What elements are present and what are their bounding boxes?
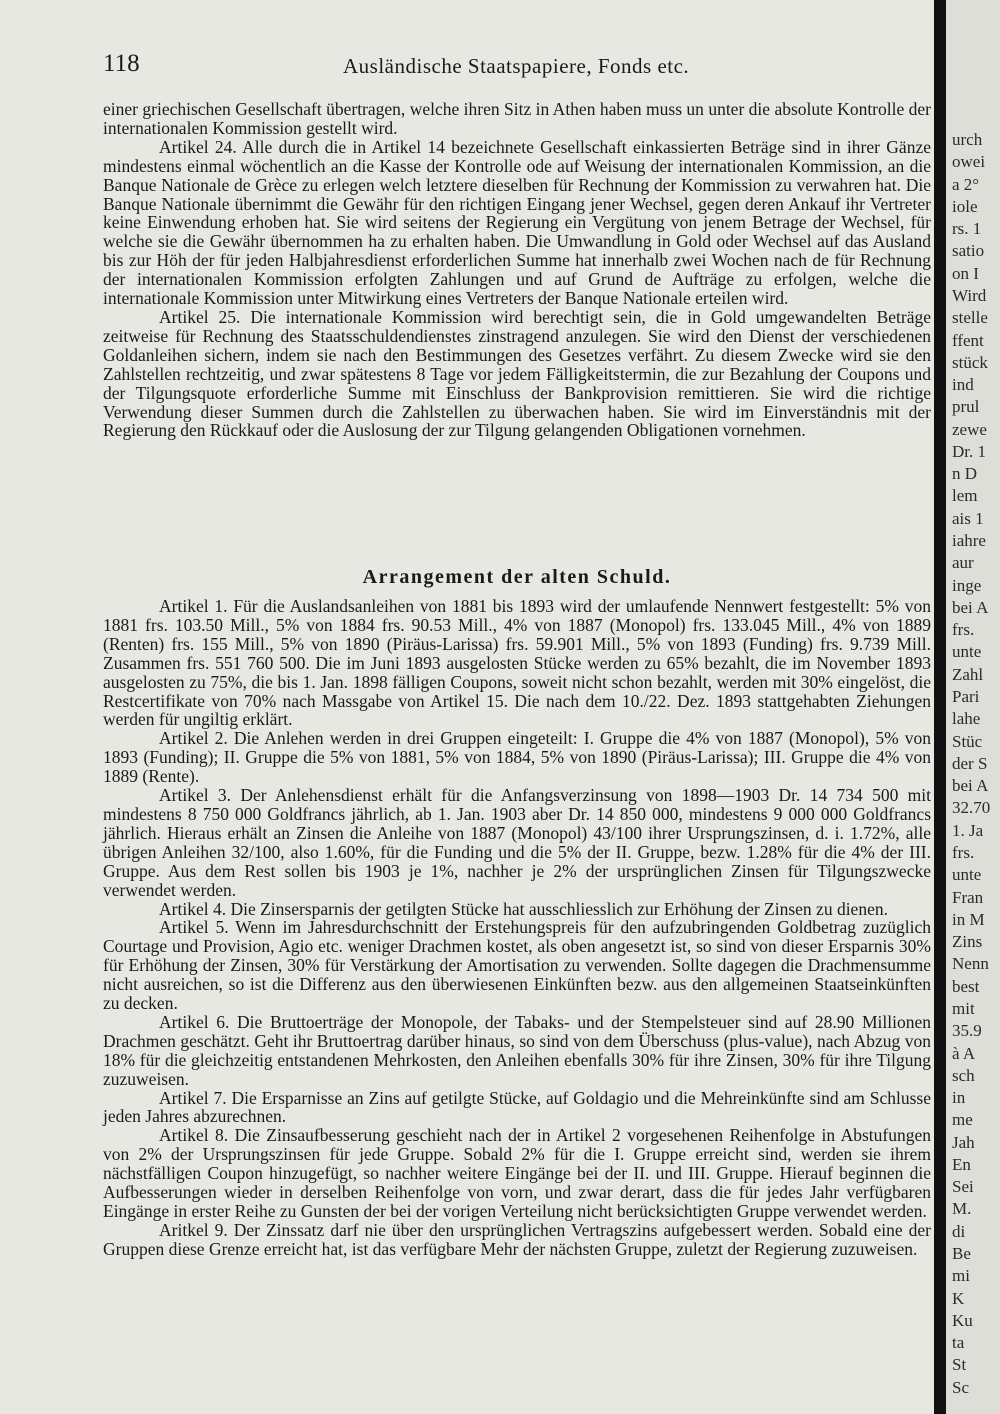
adjacent-page-fragment: Zahl <box>952 664 984 684</box>
adjacent-page-fragment: rs. 1 <box>952 219 982 239</box>
adjacent-page-fragment: En <box>952 1154 971 1174</box>
adjacent-page-fragment: lem <box>952 486 978 506</box>
adjacent-page-fragment: 1. Ja <box>952 820 984 840</box>
adjacent-page-fragment: prul <box>952 397 980 417</box>
adjacent-page-fragment: ffent <box>952 330 984 350</box>
adjacent-page-fragment: Pari <box>952 687 980 707</box>
adjacent-page-fragment: frs. <box>952 620 975 640</box>
paragraph-artikel-5: Artikel 5. Wenn im Jahresdurchschnitt der Erstehungspreis für den aufzubringenden Goldbetrag zuzüglich Courtage und Provision, Agio etc. weniger Drachmen kostet, als oben angesetzt ist, so sind von dieser Ersparnis 30% für Erhöhung der Zinsen, 30% für Verstärkung der Amortisation zu verwenden. Sollte dagegen die Drachmensumme nicht ausreichen, so ist die Differenz aus den überwiesenen Einkünften bezw. aus den allgemeinen Staatseinkünften zu decken. <box>103 917 931 1014</box>
adjacent-page-fragment: best <box>952 976 980 996</box>
adjacent-page-fragment: 32.70 <box>952 798 991 818</box>
adjacent-page-fragment: mi <box>952 1266 970 1286</box>
adjacent-page-fragment: frs. <box>952 842 975 862</box>
paragraph-artikel-2: Artikel 2. Die Anlehen werden in drei Gruppen eingeteilt: I. Gruppe die 4% von 1887 (Monopol), 5% von 1893 (Funding); II. Gruppe die 5% von 1881, 5% von 1884, 5% von 1890 (Piräus-Larissa); III. Gruppe die 4% von 1889 (Rente). <box>103 728 931 787</box>
adjacent-page-fragment: St <box>952 1355 967 1375</box>
paragraph-continuation: einer griechischen Gesellschaft übertragen, welche ihren Sitz in Athen haben muss un unter die absolute Kontrolle der internationalen Kommission gestellt wird. <box>103 99 931 138</box>
adjacent-page-fragment: sch <box>952 1065 975 1085</box>
adjacent-page-fragment: ind <box>952 375 974 395</box>
adjacent-page-fragment: on I <box>952 263 979 283</box>
adjacent-page-fragment: ta <box>952 1333 965 1353</box>
adjacent-page-fragment: zewe <box>952 419 987 439</box>
paragraph-artikel-6: Artikel 6. Die Bruttoerträge der Monopole, der Tabaks- und der Stempelsteuer sind auf 28.90 Millionen Drachmen geschätzt. Geht ihr Bruttoertrag darüber hinaus, so sind von dem Überschuss (plus-value), nach Abzug von 18% für die gleichzeitig entstandenen Mehrkosten, den Anleihen ebenfalls 30% für ihre Zinsen, 30% für ihre Tilgung zuzuweisen. <box>103 1011 931 1089</box>
adjacent-page-edge <box>946 0 1000 1414</box>
page-header <box>103 50 878 86</box>
adjacent-page-fragment: K <box>952 1288 965 1308</box>
page-number: 118 <box>103 50 140 77</box>
adjacent-page-fragment: Sei <box>952 1177 974 1197</box>
adjacent-page-fragment: satio <box>952 241 985 261</box>
paragraph-artikel-3: Artikel 3. Der Anlehensdienst erhält für die Anfangsverzinsung von 1898—1903 Dr. 14 734 500 mit mindestens 8 750 000 Goldfrancs jährlich, ab 1. Jan. 1903 aber Dr. 14 850 000, mindestens 9 000 000 Goldfrancs jährlich. Hieraus erhält an Zinsen die Anleihe von 1887 (Monopol) 43/100 ihrer Ursprungszinsen, d. i. 1.72%, alle übrigen Anleihen 32/100, also 1.60%, für die Funding und die 5% der II. Gruppe, bezw. 1.28% für die 4% der III. Gruppe. Aus dem Rest sollen bis 1903 je 1%, nachher je 2% der ursprünglichen Zinsen für Tilgungszwecke verwendet werden. <box>103 785 931 900</box>
paragraph-artikel-7: Artikel 7. Die Ersparnisse an Zins auf getilgte Stücke, auf Goldagio und die Mehreinkünfte sind am Schlusse jeden Jahres abzurechnen. <box>103 1087 931 1127</box>
paragraph-artikel-1: Artikel 1. Für die Auslandsanleihen von 1881 bis 1893 wird der umlaufende Nennwert festgestellt: 5% von 1881 frs. 103.50 Mill., 5% von 1884 frs. 90.53 Mill., 4% von 1887 (Monopol) frs. 133.045 Mill., 4% von 1889 (Renten) frs. 155 Mill., 5% von 1890 (Piräus-Larissa) frs. 59.901 Mill., 5% von 1893 (Funding) frs. 9.739 Mill. Zusammen frs. 551 760 500. Die im Juni 1893 ausgelosten Stücke werden zu 65% bezahlt, die im November 1893 ausgelosten zu 75%, die bis 1. Jan. 1898 fälligen Coupons, soweit nicht schon bezahlt, werden mit 30% eingelöst, die Restcertifikate von 70% nach Massgabe von Artikel 15. Die nach dem 10./22. Dez. 1893 stattgehabten Ziehungen werden für ungiltig erklärt. <box>103 596 931 730</box>
adjacent-page-fragment: unte <box>952 865 982 885</box>
adjacent-page-fragment: inge <box>952 575 982 595</box>
adjacent-page-fragment: aur <box>952 553 974 573</box>
adjacent-page-fragment: der S <box>952 753 988 773</box>
adjacent-page-fragment: n D <box>952 464 978 484</box>
adjacent-page-fragment: iahre <box>952 531 986 551</box>
section-heading: Arrangement der alten Schuld. <box>362 566 672 588</box>
adjacent-page-fragment: urch <box>952 130 983 149</box>
adjacent-page-fragment: Stüc <box>952 731 983 751</box>
adjacent-page-fragment: bei A <box>952 597 989 617</box>
section-arrangement <box>103 597 931 1259</box>
adjacent-page-fragment: Dr. 1 <box>952 441 986 461</box>
adjacent-page-fragment: lahe <box>952 709 981 729</box>
adjacent-page-fragment: Zins <box>952 932 983 952</box>
adjacent-page-fragment: à A <box>952 1043 976 1063</box>
paragraph-artikel-8: Artikel 8. Die Zinsaufbesserung geschieht nach der in Artikel 2 vorgesehenen Reihenfolge in Abstufungen von 2% der Ursprungszinsen für jede Gruppe. Sobald 2% für die I. Gruppe erreicht sind, werden sie ihrem nächstfälligen Coupon hinzugefügt, so nachher weitere Eingänge bei der II. und III. Gruppe. Hierauf beginnen die Aufbesserungen wieder in derselben Reihenfolge von vorn, und zwar derart, dass die für jedes Jahr verfügbaren Eingänge in erster Reihe zu Gunsten der bei der vorigen Verteilung nicht berücksichtigten Gruppe verwendet werden. <box>103 1125 931 1221</box>
adjacent-page-fragment: ais 1 <box>952 508 984 528</box>
adjacent-page-fragment: mit <box>952 998 975 1018</box>
adjacent-page-fragment: Jah <box>952 1132 975 1152</box>
adjacent-page-fragment: in <box>952 1088 966 1108</box>
adjacent-page-fragment: Nenn <box>952 954 989 974</box>
adjacent-page-fragment: Ku <box>952 1310 973 1330</box>
adjacent-page-fragment: Be <box>952 1244 971 1264</box>
adjacent-page-fragment: a 2° <box>952 174 980 194</box>
adjacent-page-fragment: 35.9 <box>952 1021 982 1041</box>
adjacent-page-fragment: stück <box>952 352 988 372</box>
adjacent-page-fragment: di <box>952 1221 966 1241</box>
adjacent-page-fragment: unte <box>952 642 982 662</box>
running-title: Ausländische Staatspapiere, Fonds etc. <box>343 54 690 78</box>
paragraph-artikel-9: Aritkel 9. Der Zinssatz darf nie über den ursprünglichen Vertragszins aufgebessert werden. Sobald eine der Gruppen diese Grenze erreicht hat, ist das verfügbare Mehr der nächsten Gruppe, zuletzt der Regierung zuzuweisen. <box>103 1219 931 1259</box>
section-international-commission <box>103 100 931 440</box>
book-gutter-shadow <box>934 0 946 1414</box>
adjacent-page-fragment: stelle <box>952 308 988 328</box>
paragraph-artikel-4: Artikel 4. Die Zinsersparnis der getilgten Stücke hat ausschliesslich zur Erhöhung der Zinsen zu dienen. <box>159 898 888 919</box>
paragraph-artikel-24: Artikel 24. Alle durch die in Artikel 14 bezeichnete Gesellschaft einkassierten Beträge sind in ihrer Gänze mindestens einmal wöchentlich an die Kasse der Kontrolle ode auf Weisung der internationalen Kommission, an die Banque Nationale de Grèce zu erlegen welch letztere dieselben für Rechnung der Kommission zu verwahren hat. Die Banque Nationale übernimmt die Gewähr für den richtigen Eingang jener Wechsel, gegen deren Ankauf ihr Vertreter keine Einwendung erhoben hat. Sie wird seitens der Regierung ein Vergütung von jenem Betrage der Wechsel, für welche sie die Gewähr übernommen ha zu erhalten haben. Die Umwandlung in Gold oder Wechsel auf das Ausland bis zur Höh der für jeden Halbjahresdienst erforderlichen Summe hat innerhalb zwei Wochen nach de für Rechnung der internationalen Kommission erfolgten Zahlungen und auf Grund de Aufträge zu erfolgen, welche die internationale Kommission unter Mitwirkung eines Vertreters der Banque Nationale erteilen wird. <box>103 136 931 309</box>
adjacent-page-fragment: iole <box>952 196 978 216</box>
adjacent-page-fragment: bei A <box>952 776 989 796</box>
adjacent-page-fragment: Fran <box>952 887 984 907</box>
adjacent-page-fragment: M. <box>952 1199 972 1219</box>
adjacent-page-fragment: Wird <box>952 285 987 305</box>
adjacent-page-fragment: Sc <box>952 1377 969 1397</box>
adjacent-page-fragment: me <box>952 1110 973 1130</box>
adjacent-page-fragment: in M <box>952 909 985 929</box>
adjacent-page-fragment: owei <box>952 152 986 172</box>
paragraph-artikel-25: Artikel 25. Die internationale Kommission wird berechtigt sein, die in Gold umgewandelten Beträge zeitweise für Rechnung des Staatsschuldendienstes zinstragend anzulegen. Sie wird den Dienst der verschiedenen Goldanleihen sichern, indem sie nach den Bestimmungen des Gesetzes verfährt. Zu diesem Zwecke wird sie den Zahlstellen rechtzeitig, und zwar spätestens 8 Tage vor jedem Fälligkeitstermin, die zur Bezahlung der Coupons und der Tilgungsquote erforderliche Summe mit Einschluss der Bankprovision remittieren. Sie wird die richtige Verwendung dieser Summen durch die Zahlstellen zu überwachen haben. Sie wird im Einverständnis mit der Regierung den Rückkauf oder die Auslosung der zur Tilgung gelangenden Obligationen vornehmen. <box>103 306 931 441</box>
